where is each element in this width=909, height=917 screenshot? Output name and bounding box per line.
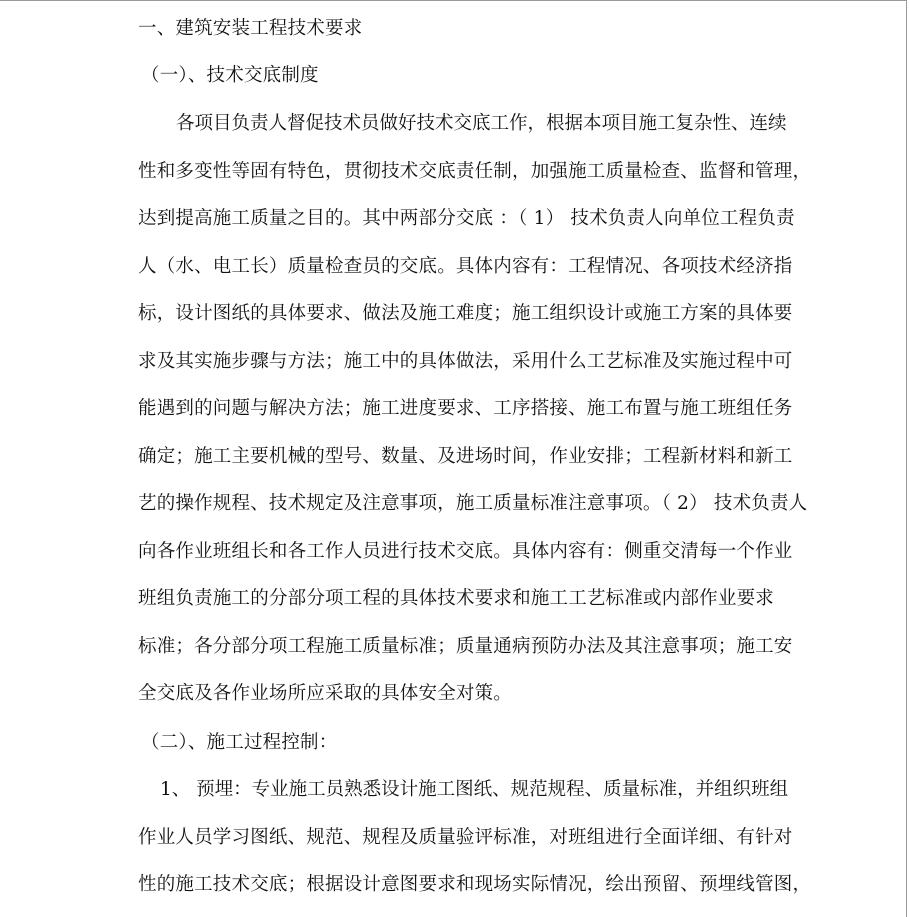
paragraph-line: 班组负责施工的分部分项工程的具体技术要求和施工工艺标准或内部作业要求	[138, 588, 774, 609]
section-heading-2: （二）、施工过程控制：	[141, 732, 338, 753]
paragraph-line: 向各作业班组长和各工作人员进行技术交底。具体内容有：侧重交清每一个作业	[138, 541, 793, 562]
paragraph-line: 性和多变性等固有特色，贯彻技术交底责任制，加强施工质量检查、监督和管理，	[138, 161, 812, 182]
paragraph-line: 全交底及各作业场所应采取的具体安全对策。	[138, 683, 513, 704]
paragraph-line: 确定；施工主要机械的型号、数量、及进场时间，作业安排；工程新材料和新工	[138, 446, 793, 467]
paragraph-line: 能遇到的问题与解决方法；施工进度要求、工序搭接、施工布置与施工班组任务	[138, 398, 793, 419]
paragraph-line: 艺的操作规程、技术规定及注意事项，施工质量标准注意事项。（ 2） 技术负责人	[138, 493, 808, 514]
paragraph-line: 性的施工技术交底；根据设计意图要求和现场实际情况，绘出预留、预埋线管图，	[138, 874, 812, 895]
paragraph-line: 标准；各分部分项工程施工质量标准；质量通病预防办法及其注意事项；施工安	[138, 636, 793, 657]
paragraph-line: 标，设计图纸的具体要求、做法及施工难度；施工组织设计或施工方案的具体要	[138, 303, 793, 324]
paragraph-line: 各项目负责人督促技术员做好技术交底工作，根据本项目施工复杂性、连续	[176, 113, 787, 134]
paragraph-line: 求及其实施步骤与方法；施工中的具体做法，采用什么工艺标准及实施过程中可	[138, 351, 793, 372]
paragraph-line: 人（水、电工长）质量检查员的交底。具体内容有：工程情况、各项技术经济指	[138, 256, 793, 277]
paragraph-line: 作业人员学习图纸、规范、规程及质量验评标准，对班组进行全面详细、有针对	[138, 827, 793, 848]
list-item-line: 1、 预埋：专业施工员熟悉设计施工图纸、规范规程、质量标准，并组织班组	[160, 779, 789, 800]
document-title: 一、建筑安装工程技术要求	[138, 18, 363, 39]
paragraph-line: 达到提高施工质量之目的。其中两部分交底 ：（ 1） 技术负责人向单位工程负责	[138, 208, 795, 229]
section-heading-1: （一）、技术交底制度	[141, 65, 319, 86]
